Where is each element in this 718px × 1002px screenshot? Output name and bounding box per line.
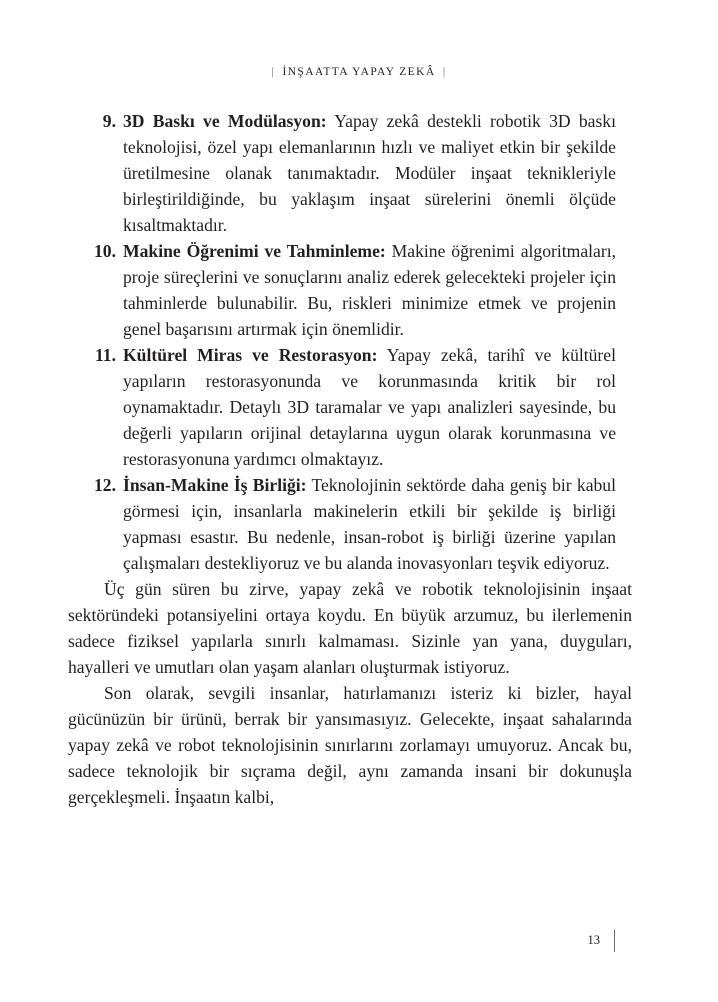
list-item-number: 10. (94, 241, 116, 261)
list-item-number: 11. (94, 345, 116, 365)
list-item (84, 472, 616, 576)
body-paragraphs (68, 576, 632, 810)
list-item-body (123, 238, 616, 342)
list-item-text: Makine öğrenimi algoritmaları, proje süreçlerini ve sonuçlarını analiz ederek gelecekteki projeler için tahminlerde bulunabilir. Bu, riskleri minimize etmek ve projenin genel başarısını artırmak için önemlidir. (123, 241, 616, 339)
header-title: İNŞAATTA YAPAY ZEKÂ (282, 66, 436, 78)
list-item-heading: 3D Baskı ve Modülasyon: (123, 111, 327, 131)
list-item-text: Yapay zekâ destekli robotik 3D baskı teknolojisi, özel yapı elemanlarının hızlı ve maliyet etkin bir şekilde üretilmesine olanak tanımaktadır. Modüler inşaat teknikleriyle birleştirildiğinde, bu yaklaşım inşaat sürelerini önemli ölçüde kısaltmaktadır. (123, 111, 616, 235)
list-item-body (123, 472, 616, 576)
body-paragraph: Üç gün süren bu zirve, yapay zekâ ve robotik teknolojisinin inşaat sektöründeki potansiyelini ortaya koydu. En büyük arzumuz, bu ilerlemenin sadece fiziksel yapılarla sınırlı kalmaması. Sizinle yan yana, duyguları, hayalleri ve umutları olan yaşam alanları oluşturmak istiyoruz. (68, 579, 632, 677)
list-item-number: 12. (94, 475, 116, 495)
list-item (84, 342, 616, 472)
list-item-body (123, 108, 616, 238)
list-item-heading: Makine Öğrenimi ve Tahminleme: (123, 241, 386, 261)
footer-rule (614, 930, 615, 952)
body-paragraph: Son olarak, sevgili insanlar, hatırlamanızı isteriz ki bizler, hayal gücünüzün bir ürünü, berrak bir yansımasıyız. Gelecekte, inşaat sahalarında yapay zekâ ve robot teknolojisinin sınırlarını zorlamayı umuyoruz. Ancak bu, sadece teknolojik bir sıçrama değil, aynı zamanda insani bir dokunuşla gerçekleşmeli. İnşaatın kalbi, (68, 683, 632, 807)
running-header (0, 66, 718, 78)
page-number: 13 (587, 933, 600, 947)
list-item-body (123, 342, 616, 472)
list-item-heading: İnsan-Makine İş Birliği: (123, 475, 307, 495)
header-bar-right: | (442, 66, 447, 78)
list-item-text: Yapay zekâ, tarihî ve kültürel yapıların restorasyonunda ve korunmasında kritik bir rol oynamaktadır. Detaylı 3D taramalar ve yapı analizleri sayesinde, bu değerli yapıların orijinal detaylarına uygun olarak korunmasına ve restorasyonuna yardımcı olmaktayız. (123, 345, 616, 469)
header-bar-left: | (271, 66, 276, 78)
list-item (84, 238, 616, 342)
list-item-heading: Kültürel Miras ve Restorasyon: (123, 345, 378, 365)
list-item-text: Teknolojinin sektörde daha geniş bir kabul görmesi için, insanlarla makinelerin etkili bir şekilde iş birliği yapması esastır. Bu nedenle, insan-robot iş birliği üzerine yapılan çalışmaları destekliyoruz ve bu alanda inovasyonları teşvik ediyoruz. (123, 475, 616, 573)
page-footer (0, 930, 718, 954)
list-item-number: 9. (102, 111, 116, 131)
list-item (84, 108, 616, 238)
page-body (68, 108, 632, 810)
